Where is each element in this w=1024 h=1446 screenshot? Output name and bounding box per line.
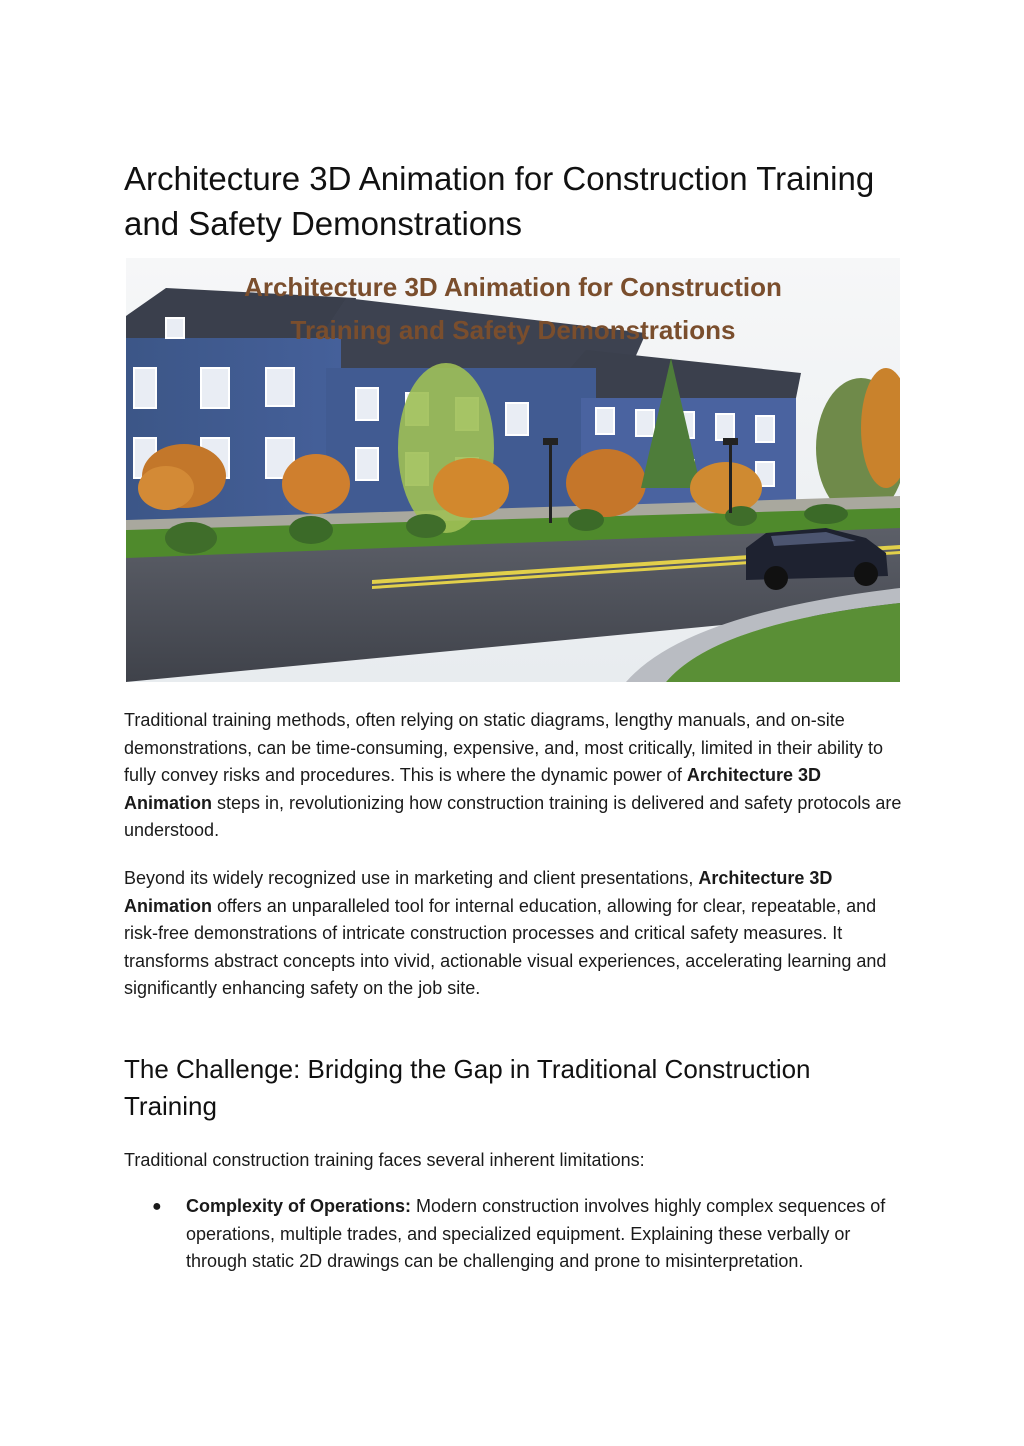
limitations-intro: Traditional construction training faces several inherent limitations: (124, 1150, 645, 1170)
list-item-text: Modern construction involves highly complex sequences of operations, multiple trades, and specialized equipment. Explaining these verbally or through static 2D drawings can be challenging and prone to misinterpretation. (186, 1196, 886, 1271)
list-item (124, 1193, 904, 1276)
intro-text-after: steps in, revolutionizing how construction training is delivered and safety protocols are understood. (124, 792, 902, 840)
hero-overlay-line1: Architecture 3D Animation for Construction (244, 272, 782, 302)
beyond-text-before: Beyond its widely recognized use in marketing and client presentations, (124, 868, 699, 888)
limitations-list (124, 1193, 904, 1276)
beyond-bold-term: Architecture 3D Animation (124, 868, 833, 916)
section-heading: The Challenge: Bridging the Gap in Traditional Construction Training (124, 1054, 811, 1121)
bullet-icon: ● (152, 1198, 162, 1215)
intro-paragraph (124, 707, 904, 845)
list-item-bold: Complexity of Operations: (186, 1196, 412, 1216)
page-title: Architecture 3D Animation for Construction Training and Safety Demonstrations (124, 160, 875, 242)
intro-text-before: Traditional training methods, often relying on static diagrams, lengthy manuals, and on-site demonstrations, can be time-consuming, expensive, and, most critically, limited in their ability to fully convey risks and procedures. This is where the dynamic power of (124, 710, 883, 785)
beyond-paragraph (124, 865, 904, 1003)
hero-overlay-line2: Training and Safety Demonstrations (290, 315, 736, 345)
hero-image (126, 258, 900, 682)
intro-bold-term: Architecture 3D Animation (124, 765, 821, 813)
beyond-text-after: offers an unparalleled tool for internal education, allowing for clear, repeatable, and risk-free demonstrations of intricate construction processes and critical safety measures. It transforms abstract concepts into vivid, actionable visual experiences, accelerating learning and significantly enhancing safety on the job site. (124, 895, 887, 998)
